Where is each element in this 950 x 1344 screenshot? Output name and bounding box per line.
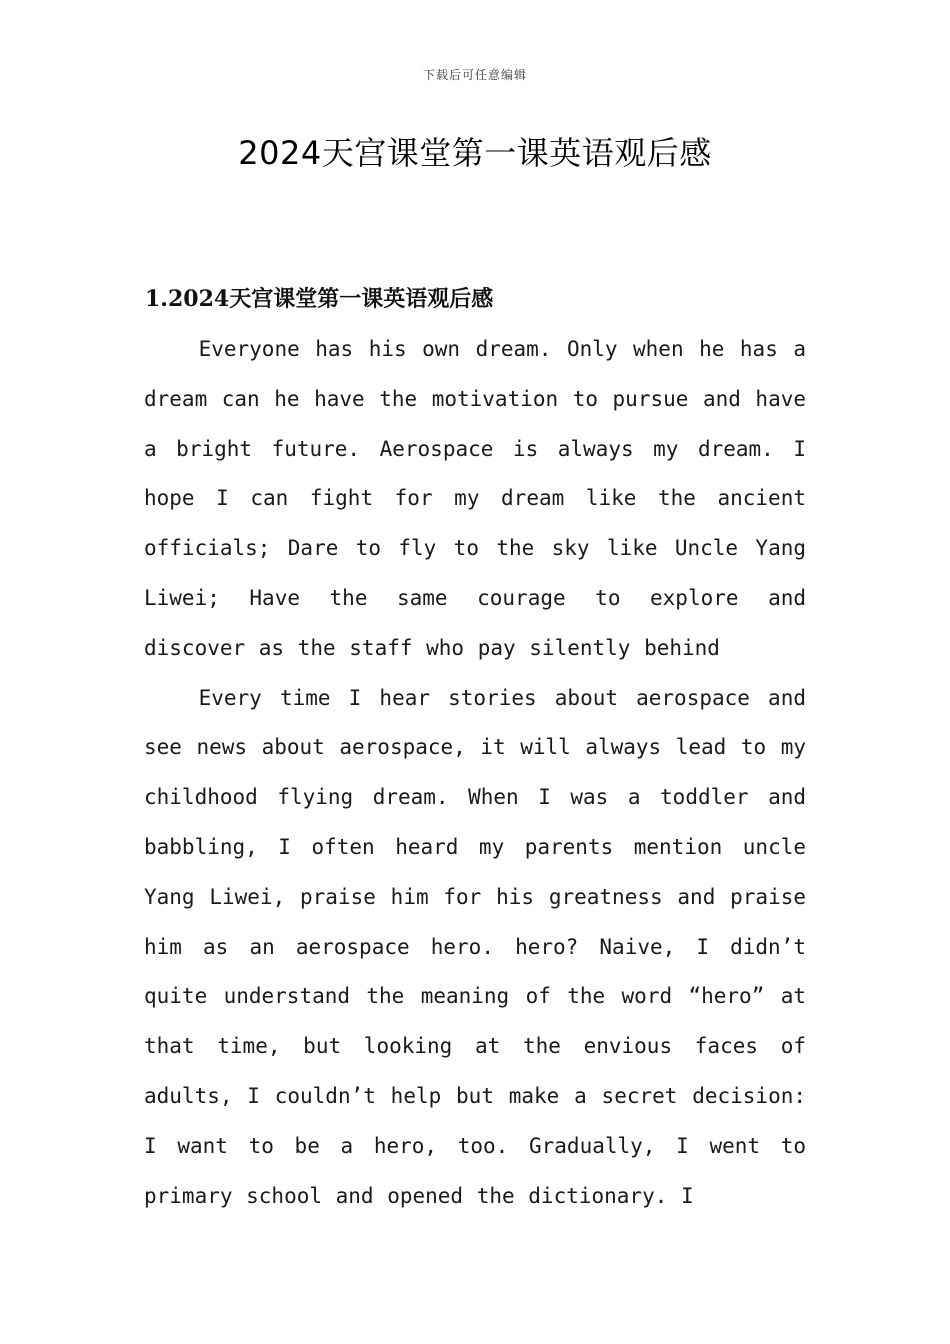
paragraph: Every time I hear stories about aerospace and see news about aerospace, it will always lead to my childhood flying dream. When I was a toddler and babbling, I often heard my parents mention uncle Yang Liwei, praise him for his greatness and praise him as an aerospace hero. hero? Naive, I didn’t quite understand the meaning of the word “hero” at that time, but looking at the envious faces of adults, I couldn’t help but make a secret decision: I want to be a hero, too. Gradually, I went to primary school and opened the dictionary. I bbox=[144, 685, 806, 1208]
body-text bbox=[144, 325, 806, 1221]
paragraph: Everyone has his own dream. Only when he has a dream can he have the motivation to pursue and have a bright future. Aerospace is always my dream. I hope I can fight for my dream like the ancient officials; Dare to fly to the sky like Uncle Yang Liwei; Have the same courage to explore and discover as the staff who pay silently behind bbox=[144, 337, 806, 660]
header-note: 下载后可任意编辑 bbox=[422, 68, 527, 82]
section-heading: 1.2024天宫课堂第一课英语观后感 bbox=[145, 286, 494, 312]
document-title: 2024天宫课堂第一课英语观后感 bbox=[238, 134, 712, 172]
